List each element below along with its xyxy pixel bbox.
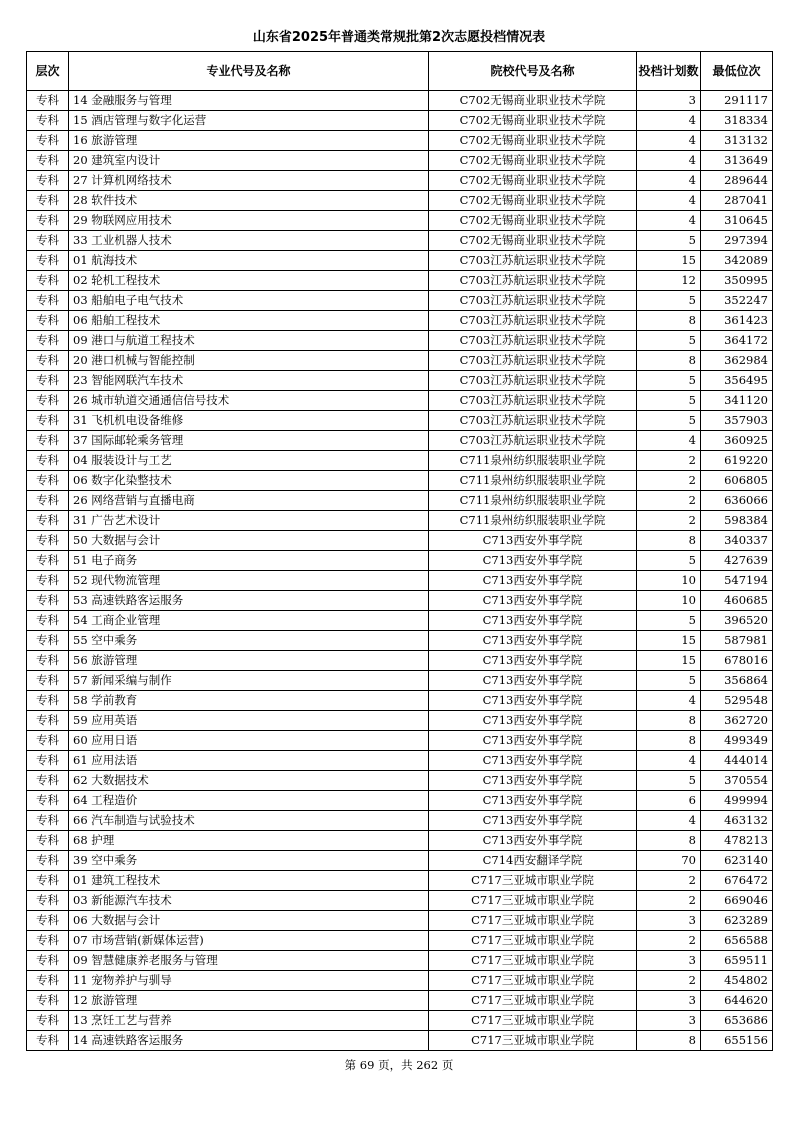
cell-rank: 623289 <box>701 911 773 931</box>
table-body <box>27 91 773 1051</box>
cell-level: 专科 <box>27 851 69 871</box>
cell-school: C713西安外事学院 <box>429 671 637 691</box>
cell-plan: 2 <box>637 491 701 511</box>
table-row <box>27 931 773 951</box>
cell-school: C713西安外事学院 <box>429 631 637 651</box>
cell-level: 专科 <box>27 571 69 591</box>
table-header-row <box>27 52 773 91</box>
table-row <box>27 311 773 331</box>
cell-school: C713西安外事学院 <box>429 731 637 751</box>
cell-school: C713西安外事学院 <box>429 771 637 791</box>
cell-plan: 4 <box>637 111 701 131</box>
header-school: 院校代号及名称 <box>429 52 637 91</box>
cell-major: 20 建筑室内设计 <box>69 151 429 171</box>
table-row <box>27 871 773 891</box>
cell-plan: 2 <box>637 471 701 491</box>
table-row <box>27 631 773 651</box>
cell-level: 专科 <box>27 911 69 931</box>
cell-plan: 5 <box>637 771 701 791</box>
cell-major: 02 轮机工程技术 <box>69 271 429 291</box>
cell-level: 专科 <box>27 591 69 611</box>
cell-plan: 4 <box>637 131 701 151</box>
cell-plan: 5 <box>637 411 701 431</box>
cell-plan: 2 <box>637 891 701 911</box>
cell-school: C713西安外事学院 <box>429 611 637 631</box>
table-row <box>27 1031 773 1051</box>
cell-level: 专科 <box>27 991 69 1011</box>
cell-school: C713西安外事学院 <box>429 831 637 851</box>
table-row <box>27 391 773 411</box>
cell-school: C702无锡商业职业技术学院 <box>429 211 637 231</box>
cell-rank: 598384 <box>701 511 773 531</box>
table-row <box>27 371 773 391</box>
cell-rank: 287041 <box>701 191 773 211</box>
cell-rank: 676472 <box>701 871 773 891</box>
cell-major: 50 大数据与会计 <box>69 531 429 551</box>
cell-plan: 12 <box>637 271 701 291</box>
cell-level: 专科 <box>27 651 69 671</box>
cell-major: 14 金融服务与管理 <box>69 91 429 111</box>
cell-rank: 653686 <box>701 1011 773 1031</box>
cell-school: C717三亚城市职业学院 <box>429 1011 637 1031</box>
cell-major: 04 服装设计与工艺 <box>69 451 429 471</box>
cell-plan: 3 <box>637 1011 701 1031</box>
cell-rank: 318334 <box>701 111 773 131</box>
cell-school: C713西安外事学院 <box>429 811 637 831</box>
cell-plan: 4 <box>637 151 701 171</box>
table-row <box>27 811 773 831</box>
admission-table <box>26 51 773 1051</box>
cell-major: 09 港口与航道工程技术 <box>69 331 429 351</box>
cell-rank: 547194 <box>701 571 773 591</box>
cell-school: C713西安外事学院 <box>429 571 637 591</box>
cell-school: C703江苏航运职业技术学院 <box>429 271 637 291</box>
table-row <box>27 1011 773 1031</box>
cell-level: 专科 <box>27 431 69 451</box>
cell-rank: 655156 <box>701 1031 773 1051</box>
cell-level: 专科 <box>27 171 69 191</box>
cell-rank: 644620 <box>701 991 773 1011</box>
cell-major: 06 船舶工程技术 <box>69 311 429 331</box>
cell-major: 54 工商企业管理 <box>69 611 429 631</box>
cell-plan: 5 <box>637 611 701 631</box>
cell-major: 33 工业机器人技术 <box>69 231 429 251</box>
cell-major: 28 软件技术 <box>69 191 429 211</box>
table-row <box>27 951 773 971</box>
cell-school: C703江苏航运职业技术学院 <box>429 251 637 271</box>
cell-level: 专科 <box>27 91 69 111</box>
cell-rank: 587981 <box>701 631 773 651</box>
table-row <box>27 791 773 811</box>
cell-major: 20 港口机械与智能控制 <box>69 351 429 371</box>
cell-school: C702无锡商业职业技术学院 <box>429 171 637 191</box>
cell-plan: 5 <box>637 391 701 411</box>
cell-level: 专科 <box>27 531 69 551</box>
cell-rank: 370554 <box>701 771 773 791</box>
cell-school: C717三亚城市职业学院 <box>429 911 637 931</box>
cell-major: 26 城市轨道交通通信信号技术 <box>69 391 429 411</box>
cell-level: 专科 <box>27 371 69 391</box>
cell-rank: 310645 <box>701 211 773 231</box>
cell-level: 专科 <box>27 751 69 771</box>
cell-major: 06 数字化染整技术 <box>69 471 429 491</box>
cell-level: 专科 <box>27 271 69 291</box>
table-row <box>27 331 773 351</box>
page-footer: 第 69 页，共 262 页 <box>344 1058 454 1072</box>
cell-rank: 636066 <box>701 491 773 511</box>
cell-level: 专科 <box>27 191 69 211</box>
cell-level: 专科 <box>27 1011 69 1031</box>
cell-major: 31 广告艺术设计 <box>69 511 429 531</box>
table-row <box>27 491 773 511</box>
cell-major: 26 网络营销与直播电商 <box>69 491 429 511</box>
cell-rank: 444014 <box>701 751 773 771</box>
cell-rank: 362720 <box>701 711 773 731</box>
cell-plan: 8 <box>637 1031 701 1051</box>
cell-level: 专科 <box>27 391 69 411</box>
cell-major: 16 旅游管理 <box>69 131 429 151</box>
cell-school: C711泉州纺织服装职业学院 <box>429 491 637 511</box>
cell-rank: 297394 <box>701 231 773 251</box>
cell-rank: 659511 <box>701 951 773 971</box>
cell-rank: 623140 <box>701 851 773 871</box>
cell-plan: 4 <box>637 171 701 191</box>
cell-level: 专科 <box>27 211 69 231</box>
cell-level: 专科 <box>27 831 69 851</box>
cell-rank: 669046 <box>701 891 773 911</box>
cell-rank: 678016 <box>701 651 773 671</box>
cell-plan: 10 <box>637 571 701 591</box>
cell-major: 29 物联网应用技术 <box>69 211 429 231</box>
cell-plan: 3 <box>637 991 701 1011</box>
cell-level: 专科 <box>27 871 69 891</box>
cell-major: 39 空中乘务 <box>69 851 429 871</box>
table-row <box>27 211 773 231</box>
cell-plan: 2 <box>637 871 701 891</box>
cell-rank: 356864 <box>701 671 773 691</box>
cell-plan: 2 <box>637 451 701 471</box>
cell-rank: 529548 <box>701 691 773 711</box>
cell-level: 专科 <box>27 471 69 491</box>
cell-plan: 15 <box>637 631 701 651</box>
cell-plan: 3 <box>637 91 701 111</box>
table-row <box>27 451 773 471</box>
cell-major: 66 汽车制造与试验技术 <box>69 811 429 831</box>
table-row <box>27 571 773 591</box>
cell-plan: 5 <box>637 551 701 571</box>
table-row <box>27 191 773 211</box>
cell-school: C702无锡商业职业技术学院 <box>429 131 637 151</box>
cell-rank: 460685 <box>701 591 773 611</box>
cell-rank: 360925 <box>701 431 773 451</box>
cell-plan: 3 <box>637 951 701 971</box>
cell-plan: 2 <box>637 511 701 531</box>
cell-school: C702无锡商业职业技术学院 <box>429 91 637 111</box>
cell-school: C703江苏航运职业技术学院 <box>429 331 637 351</box>
cell-plan: 4 <box>637 431 701 451</box>
table-row <box>27 171 773 191</box>
cell-major: 12 旅游管理 <box>69 991 429 1011</box>
cell-major: 60 应用日语 <box>69 731 429 751</box>
cell-plan: 4 <box>637 191 701 211</box>
cell-school: C717三亚城市职业学院 <box>429 951 637 971</box>
cell-major: 64 工程造价 <box>69 791 429 811</box>
table-row <box>27 411 773 431</box>
cell-school: C702无锡商业职业技术学院 <box>429 231 637 251</box>
cell-school: C713西安外事学院 <box>429 751 637 771</box>
cell-plan: 8 <box>637 711 701 731</box>
cell-school: C713西安外事学院 <box>429 691 637 711</box>
table-row <box>27 431 773 451</box>
cell-level: 专科 <box>27 691 69 711</box>
cell-major: 14 高速铁路客运服务 <box>69 1031 429 1051</box>
cell-school: C702无锡商业职业技术学院 <box>429 111 637 131</box>
cell-major: 51 电子商务 <box>69 551 429 571</box>
table-row <box>27 991 773 1011</box>
table-row <box>27 691 773 711</box>
cell-school: C717三亚城市职业学院 <box>429 991 637 1011</box>
cell-school: C703江苏航运职业技术学院 <box>429 311 637 331</box>
cell-plan: 15 <box>637 651 701 671</box>
cell-rank: 340337 <box>701 531 773 551</box>
cell-school: C713西安外事学院 <box>429 711 637 731</box>
cell-major: 56 旅游管理 <box>69 651 429 671</box>
cell-school: C703江苏航运职业技术学院 <box>429 411 637 431</box>
cell-plan: 8 <box>637 831 701 851</box>
cell-major: 09 智慧健康养老服务与管理 <box>69 951 429 971</box>
cell-school: C703江苏航运职业技术学院 <box>429 391 637 411</box>
cell-major: 03 船舶电子电气技术 <box>69 291 429 311</box>
table-row <box>27 91 773 111</box>
cell-school: C711泉州纺织服装职业学院 <box>429 471 637 491</box>
cell-plan: 4 <box>637 211 701 231</box>
cell-major: 62 大数据技术 <box>69 771 429 791</box>
cell-plan: 15 <box>637 251 701 271</box>
cell-major: 13 烹饪工艺与营养 <box>69 1011 429 1031</box>
cell-major: 55 空中乘务 <box>69 631 429 651</box>
cell-level: 专科 <box>27 971 69 991</box>
table-row <box>27 551 773 571</box>
cell-school: C703江苏航运职业技术学院 <box>429 291 637 311</box>
cell-rank: 313132 <box>701 131 773 151</box>
cell-level: 专科 <box>27 311 69 331</box>
cell-rank: 356495 <box>701 371 773 391</box>
cell-school: C711泉州纺织服装职业学院 <box>429 451 637 471</box>
cell-major: 07 市场营销(新媒体运营) <box>69 931 429 951</box>
cell-rank: 361423 <box>701 311 773 331</box>
cell-major: 31 飞机机电设备维修 <box>69 411 429 431</box>
header-rank: 最低位次 <box>701 52 773 91</box>
header-plan: 投档计划数 <box>637 52 701 91</box>
cell-school: C713西安外事学院 <box>429 551 637 571</box>
cell-school: C717三亚城市职业学院 <box>429 871 637 891</box>
cell-level: 专科 <box>27 731 69 751</box>
cell-level: 专科 <box>27 611 69 631</box>
cell-rank: 478213 <box>701 831 773 851</box>
cell-level: 专科 <box>27 771 69 791</box>
cell-rank: 350995 <box>701 271 773 291</box>
cell-major: 58 学前教育 <box>69 691 429 711</box>
cell-rank: 396520 <box>701 611 773 631</box>
cell-level: 专科 <box>27 791 69 811</box>
cell-rank: 357903 <box>701 411 773 431</box>
cell-level: 专科 <box>27 711 69 731</box>
cell-level: 专科 <box>27 1031 69 1051</box>
cell-rank: 463132 <box>701 811 773 831</box>
table-row <box>27 911 773 931</box>
table-row <box>27 151 773 171</box>
table-row <box>27 831 773 851</box>
cell-school: C717三亚城市职业学院 <box>429 931 637 951</box>
cell-level: 专科 <box>27 411 69 431</box>
cell-level: 专科 <box>27 631 69 651</box>
cell-plan: 2 <box>637 931 701 951</box>
cell-plan: 10 <box>637 591 701 611</box>
cell-level: 专科 <box>27 151 69 171</box>
table-row <box>27 591 773 611</box>
table-row <box>27 271 773 291</box>
cell-major: 06 大数据与会计 <box>69 911 429 931</box>
cell-rank: 427639 <box>701 551 773 571</box>
cell-level: 专科 <box>27 491 69 511</box>
cell-major: 59 应用英语 <box>69 711 429 731</box>
table-row <box>27 291 773 311</box>
table-row <box>27 131 773 151</box>
table-row <box>27 111 773 131</box>
cell-plan: 4 <box>637 691 701 711</box>
cell-plan: 5 <box>637 231 701 251</box>
cell-school: C717三亚城市职业学院 <box>429 971 637 991</box>
cell-level: 专科 <box>27 811 69 831</box>
table-row <box>27 711 773 731</box>
cell-major: 68 护理 <box>69 831 429 851</box>
cell-school: C717三亚城市职业学院 <box>429 1031 637 1051</box>
cell-plan: 2 <box>637 971 701 991</box>
cell-level: 专科 <box>27 891 69 911</box>
table-row <box>27 671 773 691</box>
cell-school: C703江苏航运职业技术学院 <box>429 431 637 451</box>
cell-plan: 5 <box>637 671 701 691</box>
cell-level: 专科 <box>27 131 69 151</box>
cell-school: C703江苏航运职业技术学院 <box>429 371 637 391</box>
cell-level: 专科 <box>27 931 69 951</box>
cell-major: 03 新能源汽车技术 <box>69 891 429 911</box>
cell-plan: 5 <box>637 371 701 391</box>
cell-plan: 4 <box>637 811 701 831</box>
table-row <box>27 351 773 371</box>
cell-rank: 342089 <box>701 251 773 271</box>
header-level: 层次 <box>27 52 69 91</box>
cell-school: C713西安外事学院 <box>429 791 637 811</box>
cell-plan: 4 <box>637 751 701 771</box>
cell-level: 专科 <box>27 111 69 131</box>
cell-major: 15 酒店管理与数字化运营 <box>69 111 429 131</box>
cell-rank: 606805 <box>701 471 773 491</box>
table-row <box>27 611 773 631</box>
table-row <box>27 731 773 751</box>
cell-level: 专科 <box>27 331 69 351</box>
table-row <box>27 851 773 871</box>
cell-school: C713西安外事学院 <box>429 531 637 551</box>
cell-rank: 291117 <box>701 91 773 111</box>
cell-level: 专科 <box>27 551 69 571</box>
cell-level: 专科 <box>27 671 69 691</box>
table-row <box>27 971 773 991</box>
cell-school: C711泉州纺织服装职业学院 <box>429 511 637 531</box>
table-row <box>27 891 773 911</box>
page-title: 山东省2025年普通类常规批第2次志愿投档情况表 <box>252 30 546 45</box>
cell-rank: 499349 <box>701 731 773 751</box>
cell-school: C702无锡商业职业技术学院 <box>429 191 637 211</box>
cell-rank: 454802 <box>701 971 773 991</box>
cell-rank: 289644 <box>701 171 773 191</box>
cell-rank: 352247 <box>701 291 773 311</box>
cell-level: 专科 <box>27 291 69 311</box>
cell-rank: 499994 <box>701 791 773 811</box>
table-row <box>27 651 773 671</box>
cell-level: 专科 <box>27 231 69 251</box>
cell-major: 01 建筑工程技术 <box>69 871 429 891</box>
cell-plan: 70 <box>637 851 701 871</box>
cell-major: 37 国际邮轮乘务管理 <box>69 431 429 451</box>
cell-major: 61 应用法语 <box>69 751 429 771</box>
cell-plan: 8 <box>637 311 701 331</box>
cell-rank: 341120 <box>701 391 773 411</box>
table-row <box>27 251 773 271</box>
cell-level: 专科 <box>27 351 69 371</box>
cell-school: C713西安外事学院 <box>429 651 637 671</box>
cell-major: 23 智能网联汽车技术 <box>69 371 429 391</box>
cell-level: 专科 <box>27 451 69 471</box>
cell-plan: 8 <box>637 531 701 551</box>
table-row <box>27 231 773 251</box>
cell-rank: 313649 <box>701 151 773 171</box>
cell-rank: 364172 <box>701 331 773 351</box>
cell-plan: 5 <box>637 331 701 351</box>
cell-plan: 8 <box>637 731 701 751</box>
cell-school: C714西安翻译学院 <box>429 851 637 871</box>
cell-level: 专科 <box>27 511 69 531</box>
cell-level: 专科 <box>27 951 69 971</box>
cell-school: C717三亚城市职业学院 <box>429 891 637 911</box>
cell-major: 11 宠物养护与驯导 <box>69 971 429 991</box>
cell-plan: 5 <box>637 291 701 311</box>
table-row <box>27 511 773 531</box>
cell-plan: 6 <box>637 791 701 811</box>
cell-major: 53 高速铁路客运服务 <box>69 591 429 611</box>
cell-school: C703江苏航运职业技术学院 <box>429 351 637 371</box>
cell-school: C702无锡商业职业技术学院 <box>429 151 637 171</box>
cell-major: 52 现代物流管理 <box>69 571 429 591</box>
table-row <box>27 771 773 791</box>
cell-major: 27 计算机网络技术 <box>69 171 429 191</box>
cell-rank: 362984 <box>701 351 773 371</box>
cell-rank: 619220 <box>701 451 773 471</box>
cell-plan: 3 <box>637 911 701 931</box>
table-row <box>27 531 773 551</box>
cell-school: C713西安外事学院 <box>429 591 637 611</box>
cell-plan: 8 <box>637 351 701 371</box>
table-row <box>27 471 773 491</box>
cell-major: 01 航海技术 <box>69 251 429 271</box>
cell-major: 57 新闻采编与制作 <box>69 671 429 691</box>
cell-level: 专科 <box>27 251 69 271</box>
table-row <box>27 751 773 771</box>
cell-rank: 656588 <box>701 931 773 951</box>
header-major: 专业代号及名称 <box>69 52 429 91</box>
